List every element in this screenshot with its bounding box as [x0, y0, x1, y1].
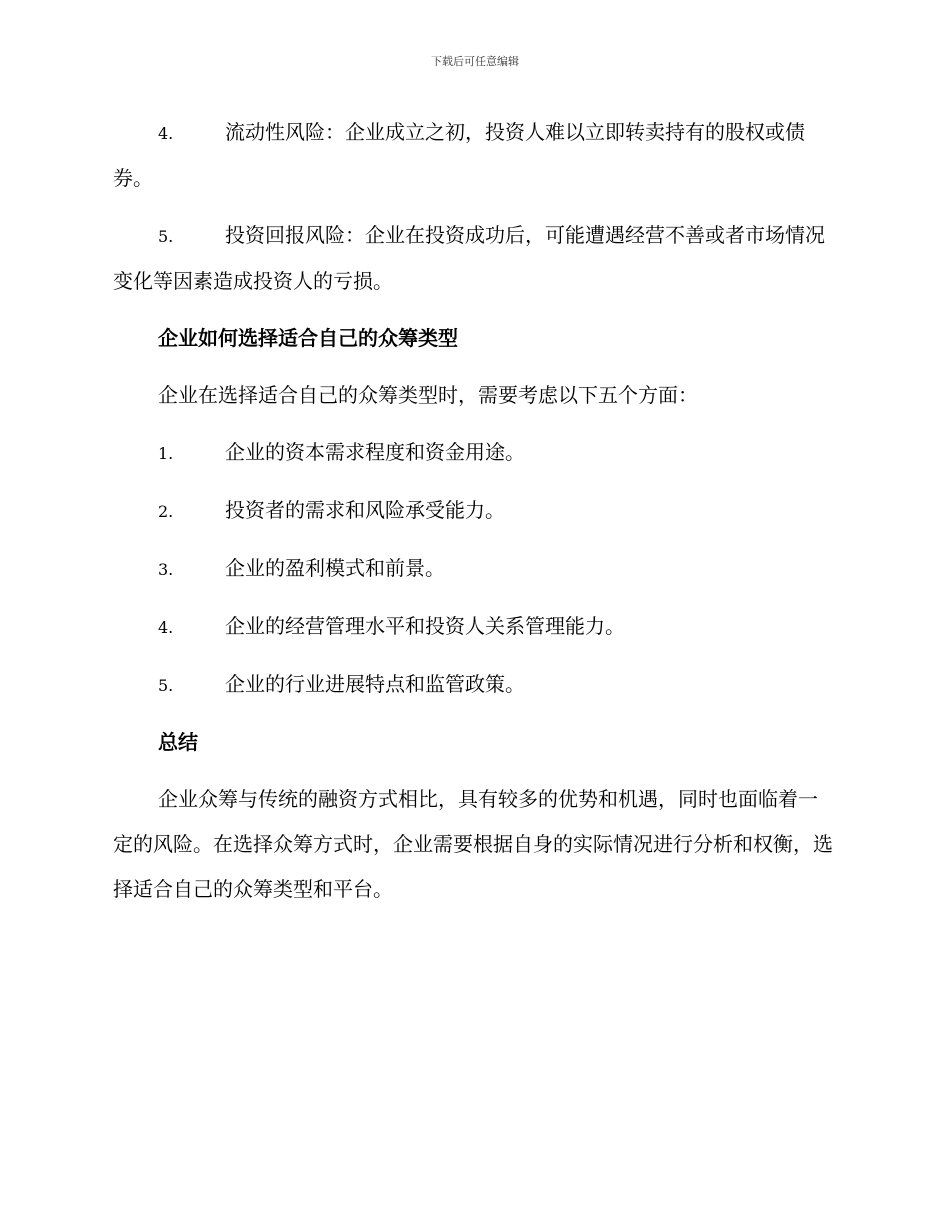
- page-header: 下载后可任意编辑: [431, 55, 519, 68]
- list-item: [113, 488, 835, 534]
- list-text: 企业的经营管理水平和投资人关系管理能力。: [225, 614, 625, 638]
- section-intro: 企业在选择适合自己的众筹类型时，需要考虑以下五个方面：: [158, 383, 698, 407]
- list-text: 流动性风险：企业成立之初，投资人难以立即转卖持有的股权或债券。: [113, 120, 805, 190]
- section-heading-summary: 总结: [158, 730, 198, 754]
- list-number: 5.: [158, 676, 174, 695]
- list-item: [113, 604, 835, 650]
- list-number: 1.: [158, 444, 174, 463]
- section-heading-choose: 企业如何选择适合自己的众筹类型: [158, 326, 458, 350]
- list-item-liquidity-risk: [113, 110, 835, 201]
- list-number: 4.: [158, 124, 174, 143]
- list-text: 企业的资本需求程度和资金用途。: [225, 440, 525, 464]
- list-number: 4.: [158, 618, 174, 637]
- list-number: 2.: [158, 502, 174, 521]
- document-body: [113, 110, 835, 924]
- list-item: [113, 662, 835, 708]
- list-item-return-risk: [113, 213, 835, 304]
- summary-paragraph: 企业众筹与传统的融资方式相比，具有较多的优势和机遇，同时也面临着一定的风险。在选择众筹方式时，企业需要根据自身的实际情况进行分析和权衡，选择适合自己的众筹类型和平台。: [113, 787, 833, 901]
- list-text: 投资回报风险：企业在投资成功后，可能遭遇经营不善或者市场情况变化等因素造成投资人的亏损。: [113, 223, 825, 293]
- list-text: 企业的盈利模式和前景。: [225, 556, 445, 580]
- list-number: 3.: [158, 560, 174, 579]
- list-item: [113, 546, 835, 592]
- list-text: 投资者的需求和风险承受能力。: [225, 498, 505, 522]
- list-text: 企业的行业进展特点和监管政策。: [225, 672, 525, 696]
- list-number: 5.: [158, 227, 174, 246]
- list-item: [113, 430, 835, 476]
